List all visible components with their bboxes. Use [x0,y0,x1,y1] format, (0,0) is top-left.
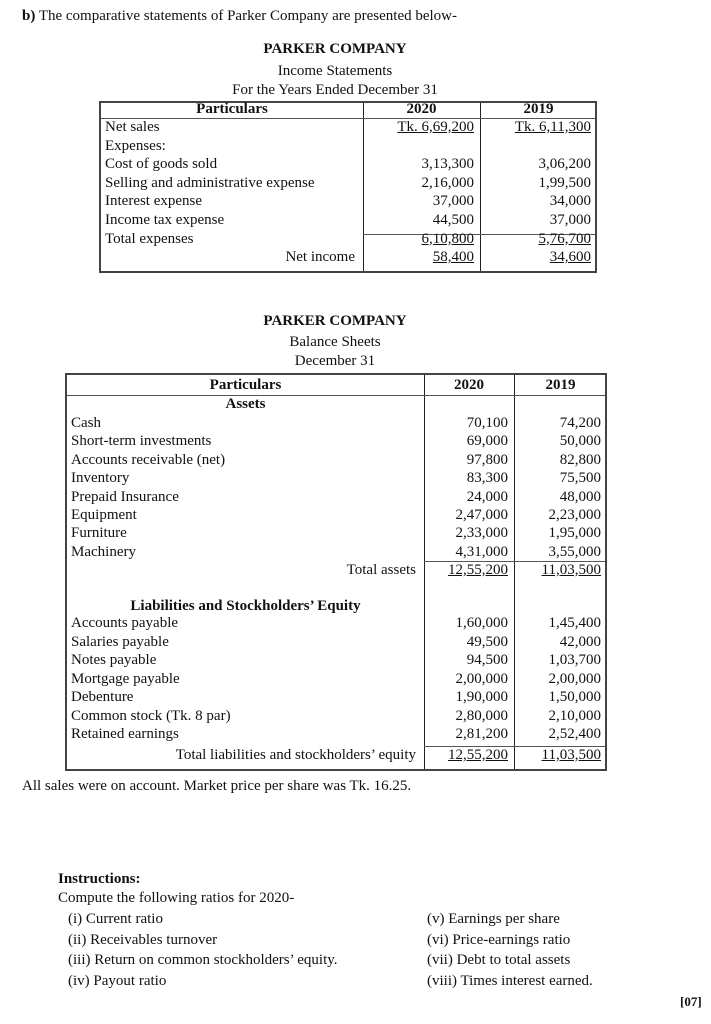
value-2020: 2,47,000 [455,507,508,523]
income-company: PARKER COMPANY [263,41,407,57]
value-2020: Tk. 6,69,200 [397,119,474,135]
liabilities-heading: Liabilities and Stockholders’ Equity [130,598,361,614]
value-2019: 34,600 [549,249,591,266]
value-2019: 75,500 [559,470,601,487]
table-row [101,211,595,230]
value-2019: 37,000 [549,212,591,228]
balance-header-row [67,376,605,395]
income-period: For the Years Ended December 31 [232,82,438,98]
question-text: The comparative statements of Parker Company are presented below- [38,8,458,24]
value-2019: 34,000 [549,193,591,210]
instructions-heading: Instructions: [58,871,141,887]
value-2020: 2,33,000 [455,525,508,542]
row-label: Short-term investments [71,433,212,450]
assets-heading-row [67,395,605,414]
row-label: Debenture [71,689,134,705]
table-row [101,118,595,137]
marks: [07] [680,994,702,1009]
value-2020: 24,000 [466,488,508,505]
row-label: Selling and administrative expense [105,174,315,191]
row-label: Accounts payable [71,615,179,631]
assets-heading: Assets [225,396,266,412]
value-2020: 58,400 [432,249,474,266]
value-2019: 2,00,000 [548,670,601,687]
value-2019: 74,200 [559,415,601,431]
income-title: Income Statements [277,63,393,79]
table-row [67,725,605,744]
value-2020: 2,16,000 [421,174,474,191]
value-2019: 1,45,400 [548,615,601,631]
row-label: Total liabilities and stockholders’ equity [175,747,416,763]
value-2020: 1,90,000 [455,689,508,705]
balance-company: PARKER COMPANY [263,313,407,329]
table-row [67,414,605,433]
value-2019: 2,10,000 [548,707,601,724]
table-row [67,707,605,726]
table-row [101,192,595,211]
table-row [67,488,605,507]
ratio-item: (iii) Return on common stockholders’ equity. [68,952,338,968]
value-2020: 2,80,000 [455,707,508,724]
value-2019: 11,03,500 [541,747,601,763]
row-label: Furniture [71,525,127,542]
ratio-item: (viii) Times interest earned. [427,972,593,989]
table-row [67,651,605,670]
value-2019: 3,06,200 [538,156,591,173]
value-2019: Tk. 6,11,300 [514,119,591,135]
value-2020: 6,10,800 [421,230,474,247]
row-label: Expenses: [105,137,166,154]
value-2019: 2,52,400 [548,726,601,742]
balance-title: Balance Sheets [289,334,381,350]
value-2019: 11,03,500 [541,562,601,578]
row-label: Salaries payable [71,633,169,650]
income-header-row [101,100,595,119]
table-row [67,561,605,580]
row-label: Total expenses [105,230,194,247]
value-2020: 4,31,000 [455,543,508,560]
row-label: Interest expense [105,193,203,210]
balance-sheet-table [65,373,607,771]
table-row [67,688,605,707]
value-2019: 3,55,000 [548,543,601,560]
row-label: Machinery [71,543,136,560]
table-row [101,155,595,174]
value-2020: 2,00,000 [455,670,508,687]
table-row [101,174,595,193]
value-2020: 1,60,000 [455,615,508,631]
table-row [67,633,605,652]
value-2019: 1,50,000 [548,689,601,705]
income-statement-table [99,101,597,273]
value-2020: 97,800 [466,451,508,468]
header-2019: 2019 [523,101,554,117]
row-label: Income tax expense [105,212,225,228]
ratio-item: (i) Current ratio [68,911,163,927]
table-row [67,614,605,633]
row-label: Notes payable [71,652,157,668]
row-label: Total assets [346,562,416,578]
value-2020: 83,300 [466,470,508,487]
row-label: Cost of goods sold [105,156,218,173]
value-2019: 42,000 [559,633,601,650]
value-2020: 12,55,200 [448,747,508,763]
value-2020: 44,500 [432,212,474,228]
instructions-intro: Compute the following ratios for 2020- [58,890,295,906]
table-row [101,230,595,249]
question-label: b) [22,8,36,24]
row-label: Cash [71,415,101,431]
row-label: Prepaid Insurance [71,488,179,505]
value-2020: 69,000 [466,433,508,450]
balance-period: December 31 [294,353,376,369]
header-2019: 2019 [545,377,576,393]
note-text: All sales were on account. Market price per share was Tk. 16.25. [22,778,412,794]
ratio-list-left [68,909,338,991]
value-2019: 82,800 [559,451,601,468]
header-2020: 2020 [454,377,484,393]
value-2020: 37,000 [432,193,474,210]
value-2020: 12,55,200 [448,562,508,578]
value-2019: 2,23,000 [548,507,601,523]
row-label: Retained earnings [71,726,179,742]
value-2020: 3,13,300 [421,156,474,173]
table-row [67,432,605,451]
value-2019: 5,76,700 [538,230,591,247]
table-row [67,746,605,765]
table-row [101,248,595,267]
value-2019: 1,95,000 [548,525,601,542]
row-label: Accounts receivable (net) [71,451,226,468]
ratio-item: (v) Earnings per share [427,911,560,927]
value-2020: 94,500 [466,652,508,668]
ratio-item: (vi) Price-earnings ratio [427,931,571,948]
row-label: Inventory [71,470,130,487]
value-2019: 48,000 [559,488,601,505]
header-particulars: Particulars [196,101,268,117]
value-2020: 2,81,200 [455,726,508,742]
row-label: Equipment [71,507,137,523]
row-label: Mortgage payable [71,670,180,687]
table-row [67,451,605,470]
table-row [67,543,605,562]
table-row [67,670,605,689]
header-particulars: Particulars [209,377,282,393]
liabilities-heading-row [67,597,605,616]
row-label: Net sales [105,119,160,135]
row-label: Net income [285,249,355,266]
ratio-item: (vii) Debt to total assets [427,952,571,968]
question-line [22,8,457,25]
ratio-item: (iv) Payout ratio [68,972,167,989]
value-2020: 49,500 [466,633,508,650]
table-row [67,506,605,525]
header-2020: 2020 [406,101,437,117]
table-row [101,137,595,156]
ratio-item: (ii) Receivables turnover [68,931,218,948]
value-2019: 1,99,500 [538,174,591,191]
ratio-list-right [427,909,593,991]
row-label: Common stock (Tk. 8 par) [71,707,231,724]
table-row [67,469,605,488]
value-2019: 1,03,700 [548,652,601,668]
table-row [67,524,605,543]
value-2020: 70,100 [466,415,508,431]
value-2019: 50,000 [559,433,601,450]
